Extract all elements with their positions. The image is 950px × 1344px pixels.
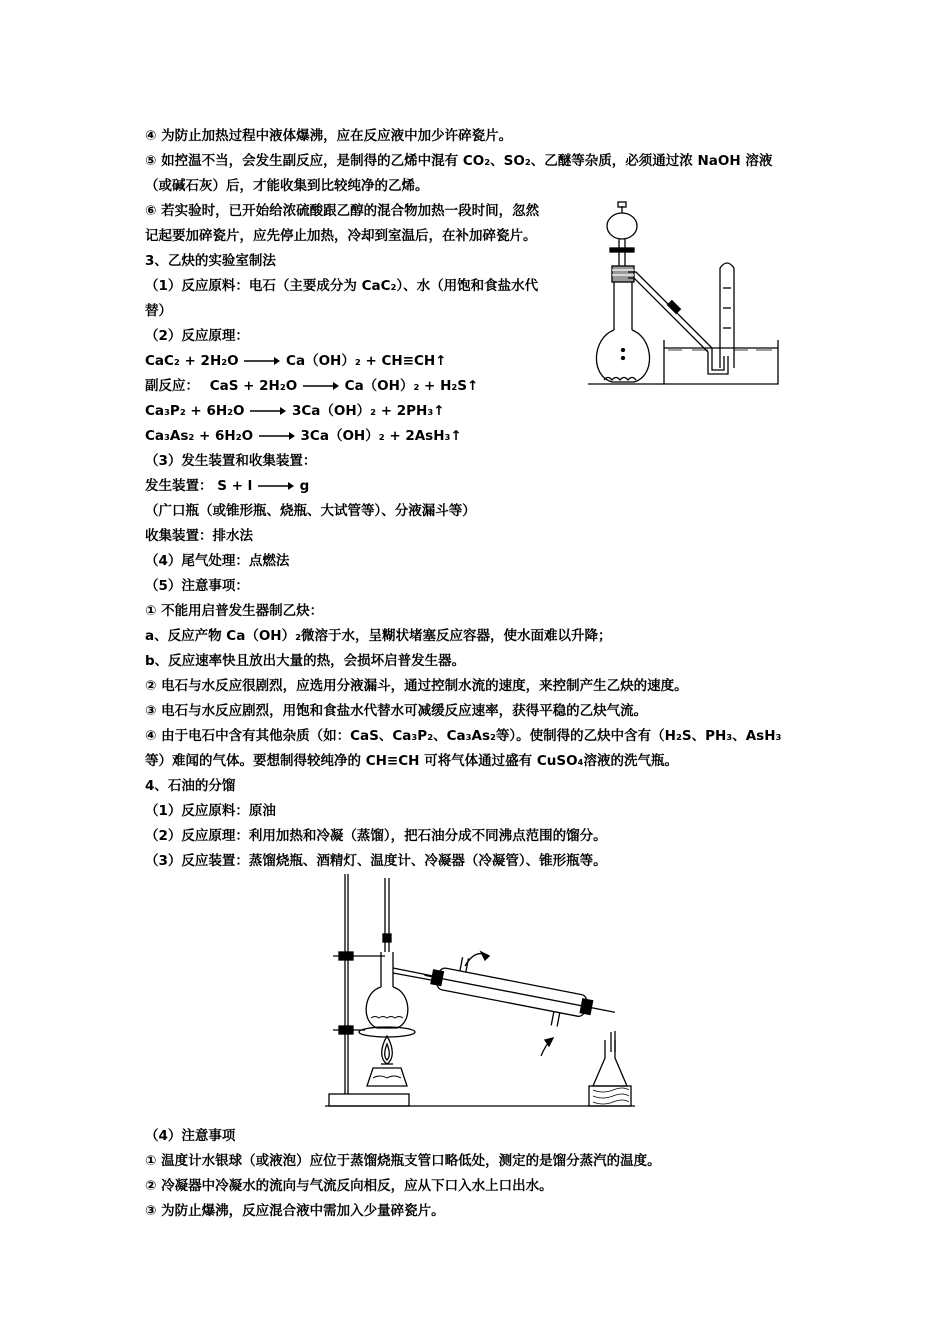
acetylene-principle-heading: （2）反应原理： xyxy=(145,328,249,344)
note-6: ⑥ 若实验时，已开始给浓硫酸跟乙醇的混合物加热一段时间，忽然 xyxy=(145,203,540,219)
petroleum-principle: （2）反应原理：利用加热和冷凝（蒸馏），把石油分成不同沸点范围的馏分。 xyxy=(145,828,607,844)
equation-side-2: Ca₃P₂ + 6H₂O 3Ca（OH）₂ + 2PH₃↑ xyxy=(145,403,445,419)
precaution-1b: b、反应速率快且放出大量的热，会损坏启普发生器。 xyxy=(145,653,466,669)
precaution-1: ① 不能用启普发生器制乙炔： xyxy=(145,603,324,619)
tail-gas: （4）尾气处理：点燃法 xyxy=(145,553,290,569)
equation-main: CaC₂ + 2H₂O Ca（OH）₂ + CH≡CH↑ xyxy=(145,353,447,369)
distillation-apparatus-figure xyxy=(325,872,635,1108)
reaction-arrow-icon xyxy=(259,432,295,440)
petroleum-materials: （1）反应原料：原油 xyxy=(145,803,276,819)
note-4: ④ 为防止加热过程中液体爆沸，应在反应液中加少许碎瓷片。 xyxy=(145,128,513,144)
precaution-1a: a、反应产物 Ca（OH）₂微溶于水，呈糊状堵塞反应容器，使水面难以升降； xyxy=(145,628,612,644)
generator-equipment: （广口瓶（或锥形瓶、烧瓶、大试管等）、分液漏斗等） xyxy=(145,503,476,519)
apparatus-heading: （3）发生装置和收集装置： xyxy=(145,453,317,469)
section-4-heading: 4、石油的分馏 xyxy=(145,778,236,794)
acetylene-materials-cont: 替） xyxy=(145,303,172,319)
acetylene-materials: （1）反应原料：电石（主要成分为 CaC₂）、水（用饱和食盐水代 xyxy=(145,278,539,294)
collection-method: 收集装置：排水法 xyxy=(145,528,253,544)
petroleum-precaution-3: ③ 为防止爆沸，反应混合液中需加入少量碎瓷片。 xyxy=(145,1203,445,1219)
reaction-arrow-icon xyxy=(250,407,286,415)
precaution-4-cont: 等）难闻的气体。要想制得较纯净的 CH≡CH 可将气体通过盛有 CuSO₄溶液的洗气瓶。 xyxy=(145,753,678,769)
petroleum-apparatus: （3）反应装置：蒸馏烧瓶、酒精灯、温度计、冷凝器（冷凝管）、锥形瓶等。 xyxy=(145,853,607,869)
note-6-cont: 记起要加碎瓷片，应先停止加热，冷却到室温后，在补加碎瓷片。 xyxy=(145,228,537,244)
petroleum-precaution-2: ② 冷凝器中冷凝水的流向与气流反向相反，应从下口入水上口出水。 xyxy=(145,1178,553,1194)
reaction-arrow-icon xyxy=(258,482,294,490)
precaution-3: ③ 电石与水反应剧烈，用饱和食盐水代替水可减缓反应速率，获得平稳的乙炔气流。 xyxy=(145,703,648,719)
equation-side-3: Ca₃As₂ + 6H₂O 3Ca（OH）₂ + 2AsH₃↑ xyxy=(145,428,462,444)
acetylene-apparatus-figure xyxy=(588,198,784,386)
reaction-arrow-icon xyxy=(303,382,339,390)
precaution-2: ② 电石与水反应很剧烈，应选用分液漏斗，通过控制水流的速度，来控制产生乙炔的速度。 xyxy=(145,678,688,694)
note-5: ⑤ 如控温不当，会发生副反应，是制得的乙烯中混有 CO₂、SO₂、乙醚等杂质，必须通过浓 NaOH 溶液 xyxy=(145,153,773,169)
petroleum-precaution-1: ① 温度计水银球（或液泡）应位于蒸馏烧瓶支管口略低处，测定的是馏分蒸汽的温度。 xyxy=(145,1153,661,1169)
precautions-heading: （5）注意事项： xyxy=(145,578,249,594)
petroleum-precautions-heading: （4）注意事项 xyxy=(145,1128,236,1144)
reaction-arrow-icon xyxy=(244,357,280,365)
note-5-cont: （或碱石灰）后，才能收集到比较纯净的乙烯。 xyxy=(145,178,429,194)
section-3-heading: 3、乙炔的实验室制法 xyxy=(145,253,276,269)
generator-type: 发生装置： S + l g xyxy=(145,478,310,494)
precaution-4: ④ 由于电石中含有其他杂质（如：CaS、Ca₃P₂、Ca₃As₂等）。使制得的乙炔中含有（H₂S、PH₃、AsH₃ xyxy=(145,728,782,744)
equation-side-1: 副反应： CaS + 2H₂O Ca（OH）₂ + H₂S↑ xyxy=(145,378,479,394)
